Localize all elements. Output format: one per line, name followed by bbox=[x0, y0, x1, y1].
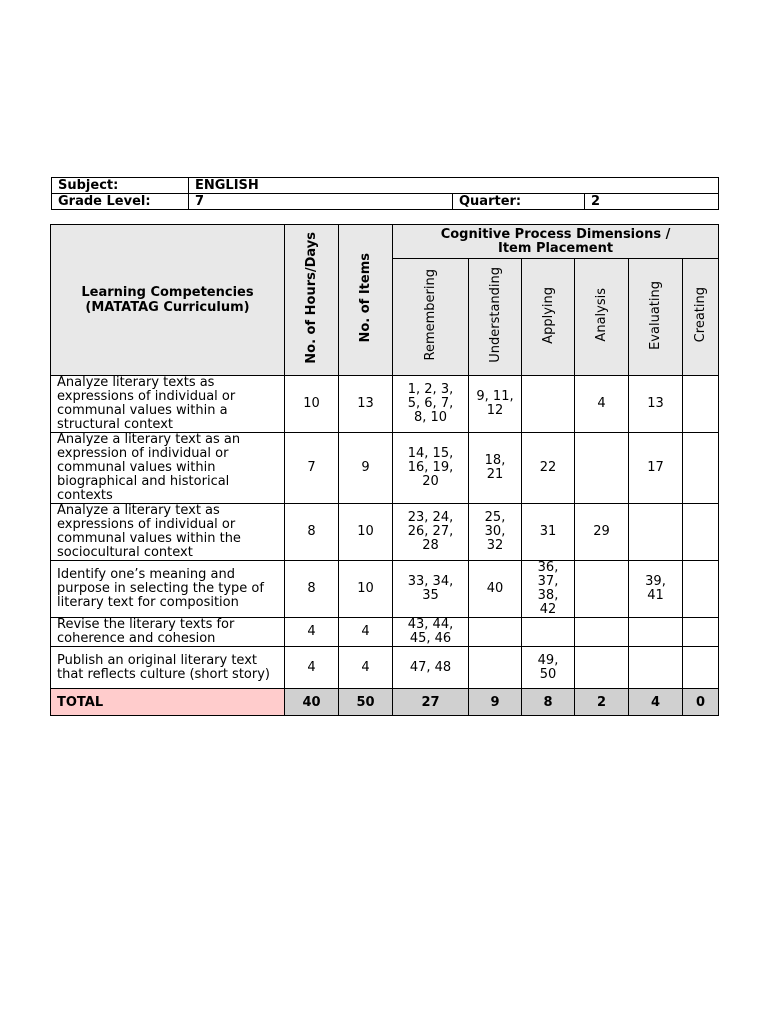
subject-value: ENGLISH bbox=[189, 178, 719, 194]
competency-cell: Analyze a literary text as expressions of individual or communal values within the sociocultural context bbox=[51, 504, 285, 561]
level-applying: Applying bbox=[522, 259, 575, 376]
total-understanding: 9 bbox=[469, 689, 522, 716]
total-creating: 0 bbox=[683, 689, 719, 716]
analysis-cell bbox=[575, 561, 629, 618]
items-cell: 13 bbox=[339, 376, 393, 433]
total-label: TOTAL bbox=[51, 689, 285, 716]
level-analysis: Analysis bbox=[575, 259, 629, 376]
understanding-cell bbox=[469, 647, 522, 689]
creating-cell bbox=[683, 618, 719, 647]
understanding-cell: 25, 30, 32 bbox=[469, 504, 522, 561]
total-row bbox=[51, 689, 719, 716]
total-items: 50 bbox=[339, 689, 393, 716]
table-row bbox=[51, 647, 719, 689]
remembering-cell: 23, 24, 26, 27, 28 bbox=[393, 504, 469, 561]
grade-label: Grade Level: bbox=[52, 194, 189, 210]
understanding-cell bbox=[469, 618, 522, 647]
hours-cell: 7 bbox=[285, 433, 339, 504]
remembering-cell: 14, 15, 16, 19, 20 bbox=[393, 433, 469, 504]
understanding-cell: 40 bbox=[469, 561, 522, 618]
table-row bbox=[51, 504, 719, 561]
applying-cell: 36, 37, 38, 42 bbox=[522, 561, 575, 618]
competency-cell: Analyze a literary text as an expression of individual or communal values within biographical and historical contexts bbox=[51, 433, 285, 504]
items-cell: 9 bbox=[339, 433, 393, 504]
competency-cell: Revise the literary texts for coherence and cohesion bbox=[51, 618, 285, 647]
remembering-cell: 47, 48 bbox=[393, 647, 469, 689]
items-cell: 10 bbox=[339, 504, 393, 561]
analysis-cell bbox=[575, 618, 629, 647]
hours-cell: 8 bbox=[285, 504, 339, 561]
level-understanding: Understanding bbox=[469, 259, 522, 376]
competencies-header: Learning Competencies (MATATAG Curriculum) bbox=[51, 225, 285, 376]
applying-cell bbox=[522, 376, 575, 433]
table-row bbox=[51, 561, 719, 618]
analysis-cell bbox=[575, 647, 629, 689]
quarter-value: 2 bbox=[585, 194, 719, 210]
analysis-cell: 4 bbox=[575, 376, 629, 433]
understanding-cell: 18, 21 bbox=[469, 433, 522, 504]
applying-cell: 22 bbox=[522, 433, 575, 504]
competency-cell: Identify one’s meaning and purpose in selecting the type of literary text for composition bbox=[51, 561, 285, 618]
level-remembering: Remembering bbox=[393, 259, 469, 376]
table-of-specifications bbox=[50, 224, 719, 716]
header-row-1 bbox=[51, 225, 719, 259]
evaluating-cell bbox=[629, 618, 683, 647]
evaluating-cell: 17 bbox=[629, 433, 683, 504]
hours-cell: 8 bbox=[285, 561, 339, 618]
evaluating-cell bbox=[629, 504, 683, 561]
evaluating-cell bbox=[629, 647, 683, 689]
grade-row bbox=[52, 194, 719, 210]
subject-label: Subject: bbox=[52, 178, 189, 194]
total-applying: 8 bbox=[522, 689, 575, 716]
creating-cell bbox=[683, 433, 719, 504]
competency-cell: Publish an original literary text that reflects culture (short story) bbox=[51, 647, 285, 689]
table-row bbox=[51, 618, 719, 647]
table-row bbox=[51, 433, 719, 504]
hours-cell: 4 bbox=[285, 647, 339, 689]
total-remembering: 27 bbox=[393, 689, 469, 716]
applying-cell: 49, 50 bbox=[522, 647, 575, 689]
creating-cell bbox=[683, 504, 719, 561]
total-hours: 40 bbox=[285, 689, 339, 716]
creating-cell bbox=[683, 647, 719, 689]
table-row bbox=[51, 376, 719, 433]
evaluating-cell: 13 bbox=[629, 376, 683, 433]
competency-cell: Analyze literary texts as expressions of individual or communal values within a structural context bbox=[51, 376, 285, 433]
analysis-cell: 29 bbox=[575, 504, 629, 561]
items-cell: 10 bbox=[339, 561, 393, 618]
applying-cell: 31 bbox=[522, 504, 575, 561]
hours-cell: 10 bbox=[285, 376, 339, 433]
understanding-cell: 9, 11, 12 bbox=[469, 376, 522, 433]
subject-row bbox=[52, 178, 719, 194]
remembering-cell: 43, 44, 45, 46 bbox=[393, 618, 469, 647]
creating-cell bbox=[683, 376, 719, 433]
level-evaluating: Evaluating bbox=[629, 259, 683, 376]
items-header: No. of Items bbox=[339, 225, 393, 376]
total-analysis: 2 bbox=[575, 689, 629, 716]
level-creating: Creating bbox=[683, 259, 719, 376]
info-table bbox=[51, 177, 719, 210]
creating-cell bbox=[683, 561, 719, 618]
items-cell: 4 bbox=[339, 647, 393, 689]
evaluating-cell: 39, 41 bbox=[629, 561, 683, 618]
items-cell: 4 bbox=[339, 618, 393, 647]
grade-value: 7 bbox=[189, 194, 453, 210]
analysis-cell bbox=[575, 433, 629, 504]
applying-cell bbox=[522, 618, 575, 647]
hours-header: No. of Hours/Days bbox=[285, 225, 339, 376]
remembering-cell: 1, 2, 3, 5, 6, 7, 8, 10 bbox=[393, 376, 469, 433]
quarter-label: Quarter: bbox=[453, 194, 585, 210]
remembering-cell: 33, 34, 35 bbox=[393, 561, 469, 618]
cpd-header: Cognitive Process Dimensions / Item Placement bbox=[393, 225, 719, 259]
hours-cell: 4 bbox=[285, 618, 339, 647]
total-evaluating: 4 bbox=[629, 689, 683, 716]
